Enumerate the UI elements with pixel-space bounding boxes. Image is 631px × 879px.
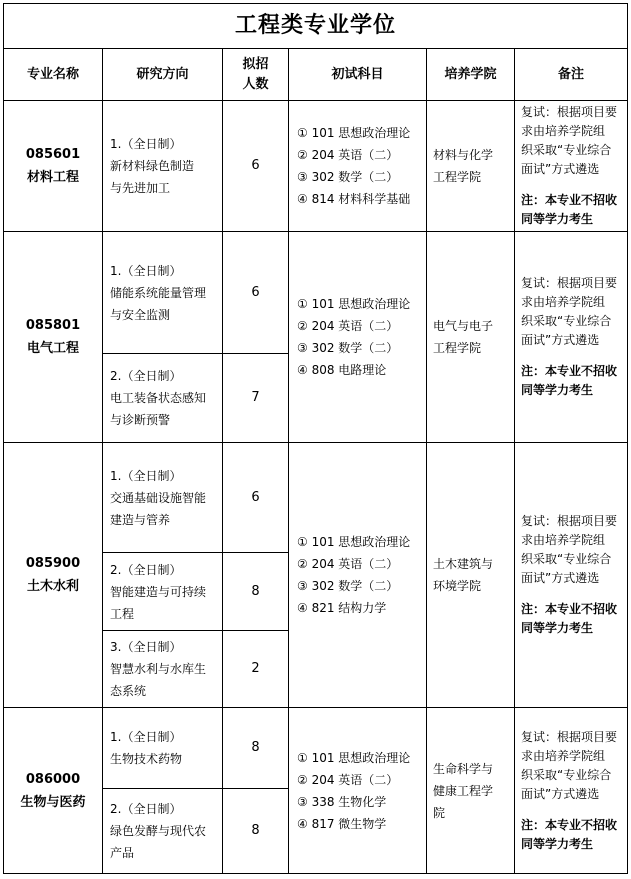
- direction-cell: 2.（全日制） 智能建造与可持续 工程: [103, 553, 223, 631]
- header-row: [4, 49, 628, 101]
- count-cell: 2: [223, 631, 289, 708]
- college-cell: 材料与化学 工程学院: [427, 101, 515, 232]
- count-cell: 7: [223, 354, 289, 443]
- header-college: 培养学院: [427, 49, 515, 101]
- college-cell: 生命科学与 健康工程学 院: [427, 708, 515, 874]
- program-table: [3, 3, 628, 874]
- exam-cell: ① 101 思想政治理论 ② 204 英语（二） ③ 338 生物化学 ④ 817 微生物学: [289, 708, 427, 874]
- header-major: 专业名称: [4, 49, 103, 101]
- major-cell: 085900 土木水利: [4, 443, 103, 708]
- college-cell: 土木建筑与 环境学院: [427, 443, 515, 708]
- table-row: [4, 443, 628, 553]
- table-row: [4, 708, 628, 789]
- direction-cell: 1.（全日制） 新材料绿色制造 与先进加工: [103, 101, 223, 232]
- remarks-cell: 复试：根据项目要 求由培养学院组 织采取“专业综合 面试”方式遴选 注：本专业不招收 同等学力考生: [515, 708, 628, 874]
- table-row: [4, 101, 628, 232]
- count-cell: 8: [223, 789, 289, 874]
- direction-cell: 1.（全日制） 生物技术药物: [103, 708, 223, 789]
- major-cell: 085601 材料工程: [4, 101, 103, 232]
- page-title: 工程类专业学位: [4, 4, 628, 49]
- exam-cell: ① 101 思想政治理论 ② 204 英语（二） ③ 302 数学（二） ④ 821 结构力学: [289, 443, 427, 708]
- header-direction: 研究方向: [103, 49, 223, 101]
- header-count: 拟招 人数: [223, 49, 289, 101]
- remarks-cell: 复试：根据项目要 求由培养学院组 织采取“专业综合 面试”方式遴选 注：本专业不招收 同等学力考生: [515, 101, 628, 232]
- direction-cell: 1.（全日制） 交通基础设施智能 建造与管养: [103, 443, 223, 553]
- count-cell: 6: [223, 232, 289, 354]
- header-exam: 初试科目: [289, 49, 427, 101]
- major-cell: 085801 电气工程: [4, 232, 103, 443]
- exam-cell: ① 101 思想政治理论 ② 204 英语（二） ③ 302 数学（二） ④ 814 材料科学基础: [289, 101, 427, 232]
- college-cell: 电气与电子 工程学院: [427, 232, 515, 443]
- major-cell: 086000 生物与医药: [4, 708, 103, 874]
- exam-cell: ① 101 思想政治理论 ② 204 英语（二） ③ 302 数学（二） ④ 808 电路理论: [289, 232, 427, 443]
- remarks-cell: 复试：根据项目要 求由培养学院组 织采取“专业综合 面试”方式遴选 注：本专业不招收 同等学力考生: [515, 232, 628, 443]
- count-cell: 6: [223, 101, 289, 232]
- header-remarks: 备注: [515, 49, 628, 101]
- direction-cell: 2.（全日制） 绿色发酵与现代农 产品: [103, 789, 223, 874]
- table-row: [4, 232, 628, 354]
- direction-cell: 2.（全日制） 电工装备状态感知 与诊断预警: [103, 354, 223, 443]
- count-cell: 6: [223, 443, 289, 553]
- direction-cell: 3.（全日制） 智慧水利与水库生 态系统: [103, 631, 223, 708]
- direction-cell: 1.（全日制） 储能系统能量管理 与安全监测: [103, 232, 223, 354]
- remarks-cell: 复试：根据项目要 求由培养学院组 织采取“专业综合 面试”方式遴选 注：本专业不招收 同等学力考生: [515, 443, 628, 708]
- count-cell: 8: [223, 708, 289, 789]
- count-cell: 8: [223, 553, 289, 631]
